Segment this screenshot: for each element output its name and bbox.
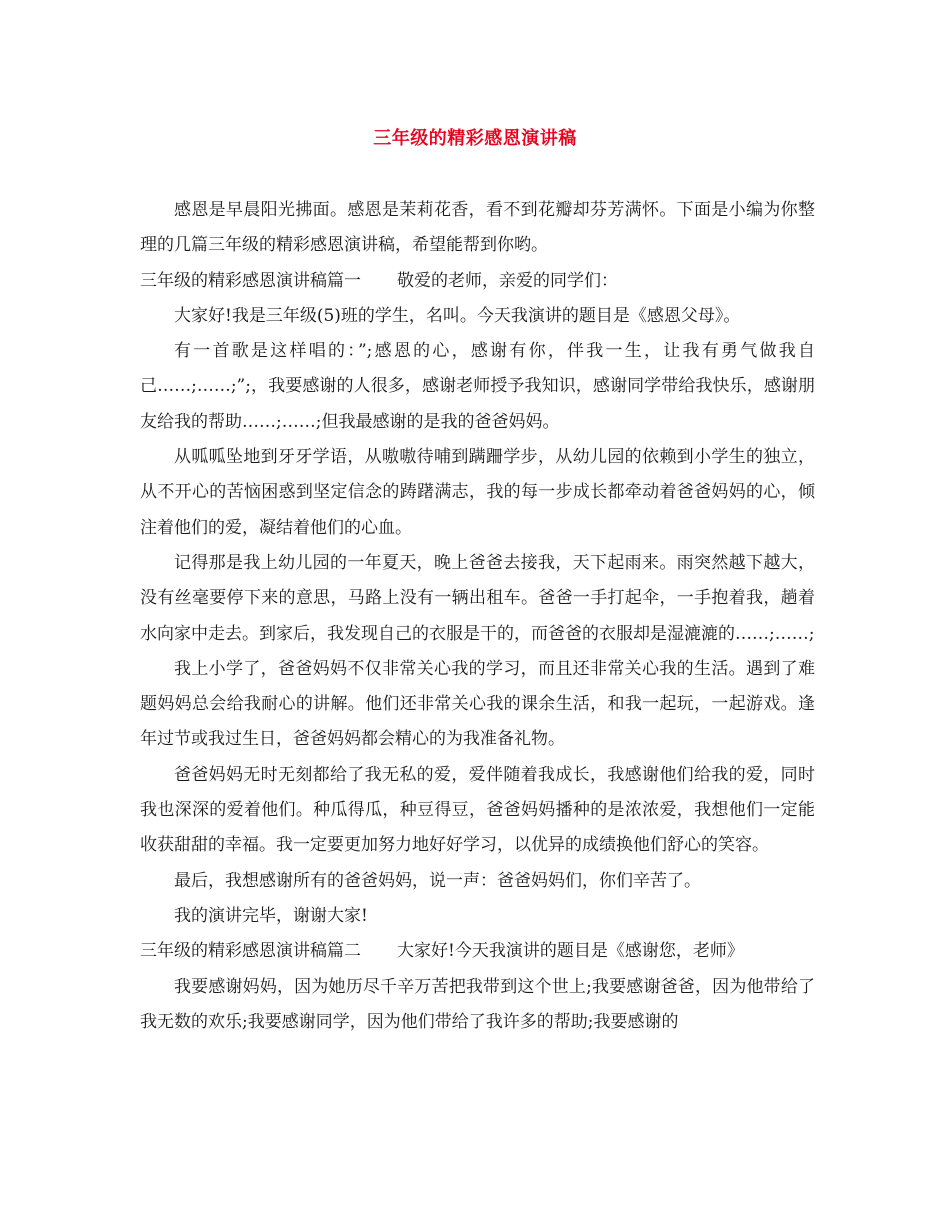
body-paragraph: 我的演讲完毕，谢谢大家! [174, 905, 368, 926]
body-paragraph: 记得那是我上幼儿园的一年夏天，晚上爸爸去接我，天下起雨来。雨突然越下越大，没有丝毫要停下来的意思，马路上没有一辆出租车。爸爸一手打起伞，一手抱着我，趟着水向家中走去。到家后，我发现自己的衣服是干的，而爸爸的衣服却是湿漉漉的……;……; [140, 552, 815, 644]
body-paragraph: 从呱呱坠地到牙牙学语，从嗷嗷待哺到蹒跚学步，从幼儿园的依赖到小学生的独立，从不开心的苦恼困惑到坚定信念的踌躇满志，我的每一步成长都牵动着爸爸妈妈的心，倾注着他们的爱，凝结着他们的心血。 [140, 447, 815, 538]
body-paragraph: 我上小学了，爸爸妈妈不仅非常关心我的学习，而且还非常关心我的生活。遇到了难题妈妈总会给我耐心的讲解。他们还非常关心我的课余生活，和我一起玩，一起游戏。逢年过节或我过生日，爸爸妈妈都会精心的为我准备礼物。 [140, 658, 815, 750]
document-body [140, 193, 815, 1040]
section-opening-text: 敬爱的老师，亲爱的同学们： [397, 270, 618, 291]
section-heading: 三年级的精彩感恩演讲稿篇一 [140, 270, 361, 291]
body-paragraph: 最后，我想感谢所有的爸爸妈妈，说一声：爸爸妈妈们，你们辛苦了。 [174, 870, 701, 891]
section-heading-line-1 [140, 264, 815, 299]
section-heading: 三年级的精彩感恩演讲稿篇二 [140, 941, 361, 962]
body-paragraph: 有一首歌是这样唱的：”;感恩的心，感谢有你，伴我一生，让我有勇气做我自己……;……;”;，我要感谢的人很多，感谢老师授予我知识，感谢同学带给我快乐，感谢朋友给我的帮助……;……;但我最感谢的是我的爸爸妈妈。 [140, 341, 815, 432]
body-paragraph: 我要感谢妈妈，因为她历尽千辛万苦把我带到这个世上;我要感谢爸爸，因为他带给了我无数的欢乐;我要感谢同学，因为他们带给了我许多的帮助;我要感谢的 [140, 976, 815, 1032]
intro-paragraph: 感恩是早晨阳光拂面。感恩是茉莉花香，看不到花瓣却芬芳满怀。下面是小编为你整理的几篇三年级的精彩感恩演讲稿，希望能帮到你哟。 [140, 200, 815, 256]
section-heading-line-2 [140, 934, 815, 969]
section-opening-text: 大家好!今天我演讲的题目是《感谢您，老师》 [397, 941, 744, 962]
document-title: 三年级的精彩感恩演讲稿 [373, 128, 577, 149]
body-paragraph: 大家好!我是三年级(5)班的学生，名叫。今天我演讲的题目是《感恩父母》。 [174, 305, 741, 326]
body-paragraph: 爸爸妈妈无时无刻都给了我无私的爱，爱伴随着我成长，我感谢他们给我的爱，同时我也深深的爱着他们。种瓜得瓜，种豆得豆，爸爸妈妈播种的是浓浓爱，我想他们一定能收获甜甜的幸福。我一定要更加努力地好好学习，以优异的成绩换他们舒心的笑容。 [140, 764, 815, 856]
